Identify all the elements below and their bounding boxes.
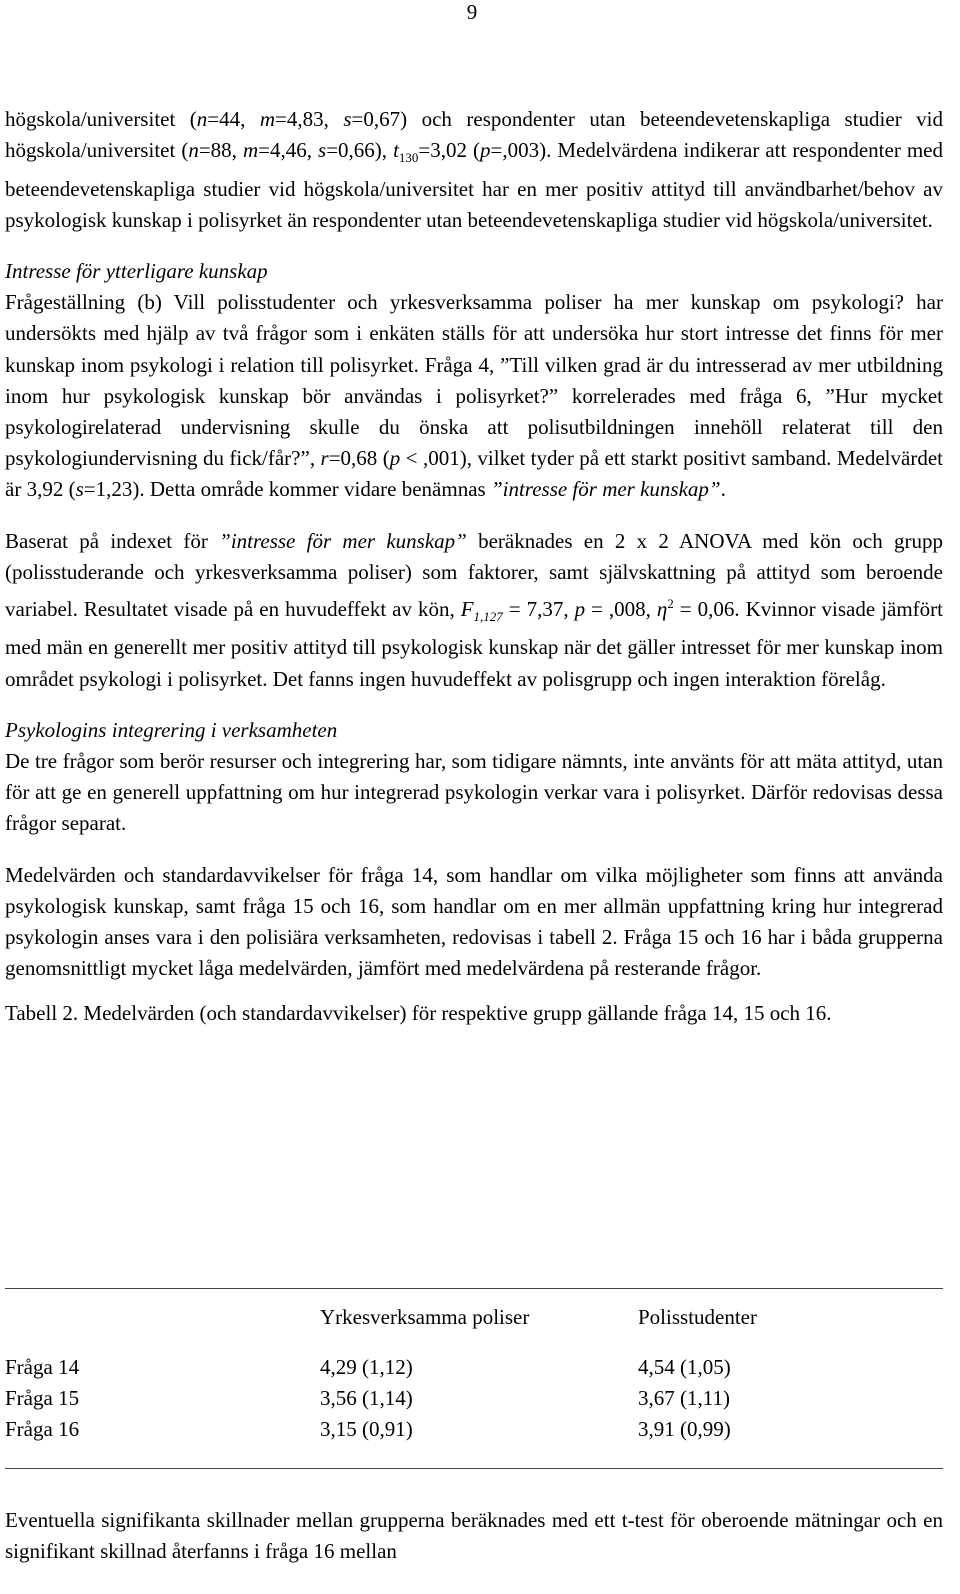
table-cell: 3,67 (1,11) bbox=[638, 1386, 730, 1410]
table-row bbox=[5, 1355, 943, 1386]
closing-text bbox=[5, 1505, 943, 1567]
table-cell: Fråga 14 bbox=[5, 1355, 80, 1379]
document-body bbox=[5, 104, 943, 1030]
paragraph-4: De tre frågor som berör resurser och integrering har, som tidigare nämnts, inte använts för att mäta attityd, utan för att ge en generell uppfattning om hur integrerad psykologin verkar vara i polisyrket. Därför redovisas dessa frågor separat. bbox=[5, 749, 943, 836]
paragraph-1: högskola/universitet (n=44, m=4,83, s=0,67) och respondenter utan beteendevetenskapliga studier vid högskola/universitet (n=88, m=4,46, s=0,66), $t_{130}=3,02$ (p=,003). Medelvärdena indikerar att respondenter med beteendevetenskapliga studier vid högskola/universitet har en mer positiv attityd till användbarhet/behov av psykologisk kunskap i polisyrket än respondenter utan beteendevetenskapliga studier vid högskola/universitet. bbox=[5, 107, 944, 232]
paragraph-3: Baserat på indexet för ”intresse för mer kunskap” beräknades en 2 x 2 ANOVA med kön och grupp (polisstuderande och yrkesverksamma poliser) som faktorer, samt självskattning på attityd som beroende variabel. Resultatet visade på en huvudeffekt av kön, $F_{1,127} = 7,37$, p = ,008, $\eta^2 = 0,06$. Kvinnor visade jämfört med män en generellt mer positiv attityd till psykologisk kunskap när det gäller intresset för mer kunskap inom området psykologi i polisyrket. Det fanns ingen huvudeffekt av polisgrupp och ingen interaktion förelåg. bbox=[5, 528, 943, 691]
table-caption: Tabell 2. Medelvärden (och standardavvikelser) för respektive grupp gällande fråga 14, 15 och 16. bbox=[5, 1001, 832, 1026]
table-2 bbox=[5, 1288, 943, 1469]
table-header-row bbox=[5, 1289, 943, 1356]
table-cell: 3,56 (1,14) bbox=[320, 1386, 413, 1410]
table-cell: 3,91 (0,99) bbox=[638, 1417, 731, 1441]
section-heading-integration: Psykologins integrering i verksamheten bbox=[5, 717, 338, 742]
table-cell: 4,29 (1,12) bbox=[320, 1355, 413, 1379]
table-header-cell bbox=[5, 1289, 320, 1356]
table-cell: 3,15 (0,91) bbox=[320, 1417, 413, 1441]
paragraph-6: Eventuella signifikanta skillnader mellan grupperna beräknades med ett t-test för oberoende mätningar och en signifikant skillnad återfanns i fråga 16 mellan bbox=[5, 1508, 943, 1564]
table-cell: Fråga 15 bbox=[5, 1386, 80, 1410]
paragraph-5: Medelvärden och standardavvikelser för fråga 14, som handlar om vilka möjligheter som finns att använda psykologisk kunskap, samt fråga 15 och 16, som handlar om en mer allmän uppfattning kring hur integrerad psykologin anses vara i den polisiära verksamheten, redovisas i tabell 2. Fråga 15 och 16 har i båda grupperna genomsnittligt mycket låga medelvärden, jämfört med medelvärdena på resterande frågor. bbox=[5, 862, 943, 981]
table-cell: 4,54 (1,05) bbox=[638, 1355, 731, 1379]
table-row bbox=[5, 1386, 943, 1417]
page-number: 9 bbox=[466, 0, 478, 24]
table-header-cell: Yrkesverksamma poliser bbox=[320, 1305, 530, 1329]
table-row bbox=[5, 1417, 943, 1469]
table-header-cell: Polisstudenter bbox=[638, 1305, 757, 1329]
table-cell: Fråga 16 bbox=[5, 1417, 80, 1441]
section-heading-interest: Intresse för ytterligare kunskap bbox=[5, 259, 268, 283]
paragraph-2: Frågeställning (b) Vill polisstudenter och yrkesverksamma poliser ha mer kunskap om psykologi? har undersökts med hjälp av två frågor som i enkäten ställs för att undersöka hur stort intresse det finns för mer kunskap inom psykologi i relation till polisyrket. Fråga 4, ”Till vilken grad är du intresserad av mer utbildning inom hur psykologisk kunskap bör användas i polisyrket?” korrelerades med fråga 6, ”Hur mycket psykologirelaterad undervisning skulle du önska att polisutbildningen innehöll relaterat till den psykologiundervisning du fick/får?”, r=0,68 (p < ,001), vilket tyder på ett starkt positivt samband. Medelvärdet är 3,92 (s=1,23). Detta område kommer vidare benämnas ”intresse för mer kunskap”. bbox=[5, 290, 943, 502]
